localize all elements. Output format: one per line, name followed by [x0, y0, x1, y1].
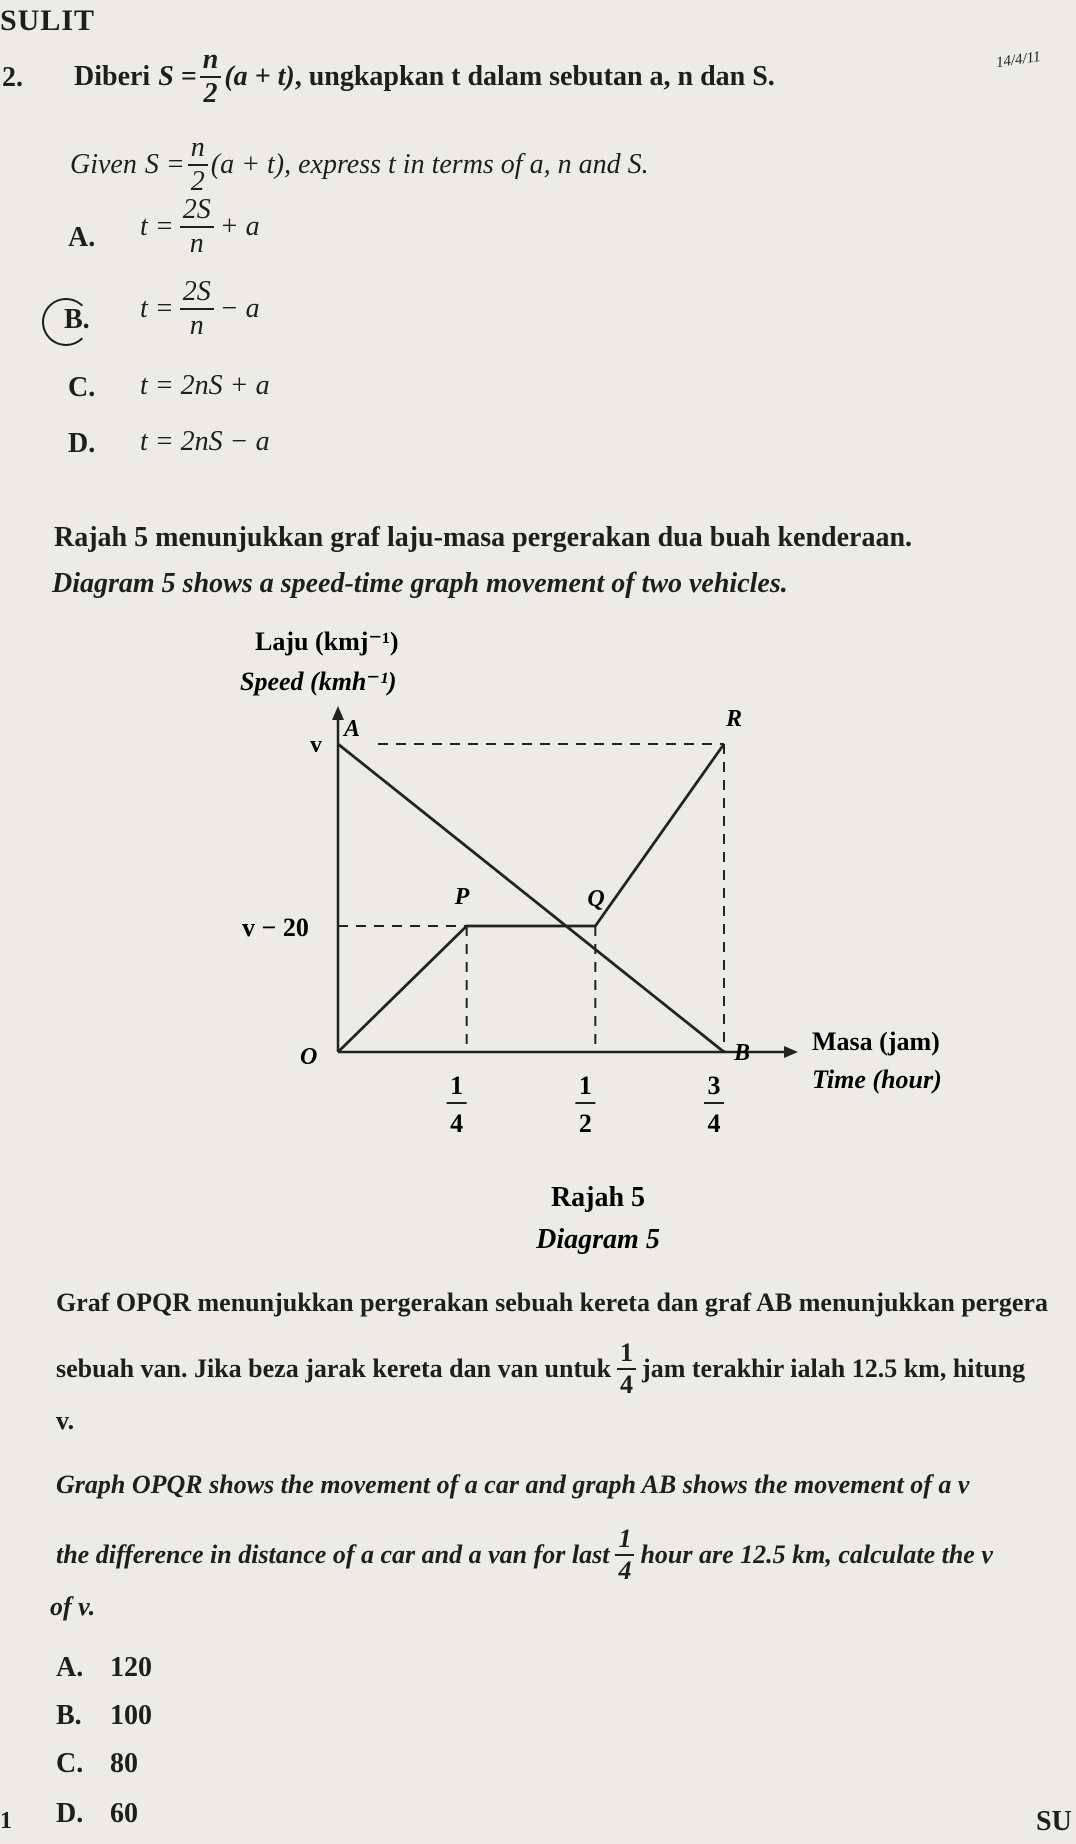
option-letter[interactable]: D. [68, 428, 96, 459]
option-letter[interactable]: B. [64, 304, 90, 335]
option-letter[interactable]: D. [56, 1798, 84, 1829]
statement-suffix: , express t in terms of a, n and S. [284, 149, 649, 180]
option-letter[interactable]: C. [68, 372, 96, 403]
x-tick-denominator: 2 [578, 1109, 592, 1138]
option-letter[interactable]: C. [56, 1748, 84, 1779]
question3-body-ms-line1: Graf OPQR menunjukkan pergerakan sebuah kereta dan graf AB menunjukkan pergera [56, 1288, 1048, 1317]
formula-fraction: $\frac{n}{2}$ [200, 46, 222, 108]
series-line-ab [338, 744, 724, 1052]
point-label-b: B [734, 1040, 751, 1066]
formula-left: S = [158, 61, 197, 92]
option-letter[interactable]: A. [56, 1652, 84, 1683]
y-tick-label: v [310, 732, 322, 758]
option-value[interactable]: 100 [110, 1700, 152, 1731]
footer-label: SU [1036, 1806, 1072, 1837]
option-answer[interactable]: t = 2nS + a [140, 370, 270, 401]
header-label: SULIT [0, 4, 96, 37]
y-axis-arrow [332, 706, 344, 720]
option-value[interactable]: 80 [110, 1748, 138, 1779]
y-axis-label-ms: Laju (kmj⁻¹) [255, 627, 399, 656]
diagram-caption-ms: Rajah 5 [550, 1182, 646, 1213]
point-label-a: A [344, 716, 361, 742]
question3-body-ms-line3: v. [56, 1406, 75, 1435]
x-tick-numerator: 3 [707, 1071, 721, 1100]
x-tick-denominator: 4 [450, 1109, 464, 1138]
formula-right: (a + t) [210, 149, 285, 180]
statement-suffix: , ungkapkan t dalam sebutan a, n dan S. [294, 61, 775, 92]
page-mark: 1 [0, 1808, 12, 1834]
x-axis-arrow [784, 1046, 798, 1058]
point-label-q: Q [587, 886, 605, 912]
question3-intro-en: Diagram 5 shows a speed-time graph movement of two vehicles. [52, 568, 788, 599]
option-answer[interactable]: t = $\frac{2S}{n}$ + a [140, 194, 260, 259]
chart-layer [240, 627, 942, 1255]
option-value[interactable]: 120 [110, 1652, 152, 1683]
y-tick-label: v − 20 [242, 913, 309, 942]
question3-body-en-line3: of v. [50, 1592, 96, 1621]
diagram-caption-en: Diagram 5 [536, 1224, 660, 1255]
question-number: 2. [2, 62, 23, 93]
statement-prefix: Diberi [74, 61, 151, 92]
option-answer[interactable]: t = $\frac{2S}{n}$ − a [140, 276, 260, 341]
formula-right: (a + t) [224, 61, 295, 92]
point-label-p: P [454, 884, 470, 910]
question3-body-ms-line2: sebuah van. Jika beza jarak kereta dan van untuk $\frac{1}{4}$ jam terakhir ialah 12.5 km, hitung [56, 1338, 1026, 1399]
option-letter[interactable]: A. [68, 222, 96, 253]
statement-prefix: Given [70, 149, 137, 180]
question3-intro-ms: Rajah 5 menunjukkan graf laju-masa pergerakan dua buah kenderaan. [54, 522, 913, 553]
x-tick-denominator: 4 [707, 1109, 721, 1138]
x-tick-numerator: 1 [578, 1071, 592, 1100]
formula-left: S = [144, 149, 185, 180]
point-label-r: R [726, 706, 743, 732]
x-axis-label-en: Time (hour) [812, 1065, 942, 1094]
option-answer[interactable]: t = 2nS − a [140, 426, 270, 457]
question3-body-en-line1: Graph OPQR shows the movement of a car and graph AB shows the movement of a v [56, 1470, 970, 1499]
x-tick-numerator: 1 [450, 1071, 464, 1100]
x-axis-label-ms: Masa (jam) [812, 1027, 940, 1056]
question3-body-en-line2: the difference in distance of a car and a van for last $\frac{1}{4}$ hour are 12.5 km, calculate the v [56, 1524, 993, 1585]
y-axis-label-en: Speed (kmh⁻¹) [240, 667, 397, 696]
option-value[interactable]: 60 [110, 1798, 138, 1829]
margin-note: 14/4/11 [995, 48, 1042, 72]
point-label-o: O [300, 1044, 318, 1070]
option-letter[interactable]: B. [56, 1700, 82, 1731]
formula-fraction: $\frac{n}{2}$ [188, 134, 208, 196]
